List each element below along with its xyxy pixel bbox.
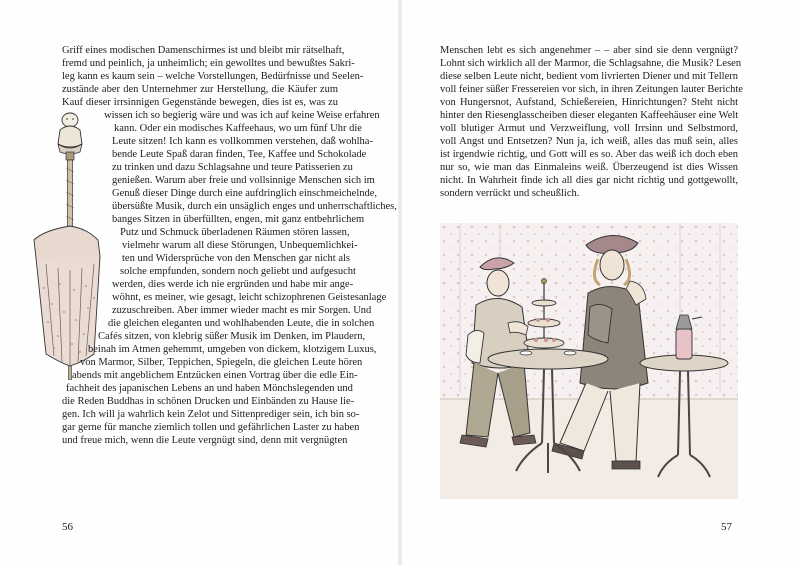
text-line: übersüßte Musik, durch ein unsäglich enges und unherrschaftliches, <box>112 201 397 212</box>
text-line: diese selben Leute nicht, bedient vom livrierten Diener und mit Tellern <box>440 71 738 82</box>
text-line: wöhnt, es meiner, wie gesagt, leicht schizophrenen Geistesanlage <box>112 292 387 303</box>
text-line: banges Sitzen in überfüllten, engen, mit ganz entbehrlichem <box>112 214 365 225</box>
text-line: vielmehr warum all diese Störungen, Unbequemlichkei- <box>122 240 358 251</box>
text-line: solche empfunden, sondern noch geliebt und aufgesucht <box>120 266 356 277</box>
umbrella-illustration <box>30 108 102 380</box>
cafe-scene-illustration <box>440 223 738 499</box>
text-line: die gleichen eleganten und wohlhabenden Leute, die in solchen <box>108 318 375 329</box>
text-line: die Reden Buddhas in schönen Drucken und Einbänden zu Hause lie- <box>62 396 355 407</box>
text-line: beinah im Atmen gehemmt, umgeben von dickem, klotzigem Luxus, <box>88 344 377 355</box>
text-line: voll feiner süßer Fressereien vor sich, in ihren Zeitungen lauter Berichte <box>440 84 743 95</box>
text-line: hinter den Riesenglasscheiben dieser eleganten Kaffeehäuser eine Welt <box>440 110 739 121</box>
text-line: zu trinken und dazu Schlagsahne und teure Patisserien zu <box>112 162 353 173</box>
text-line: voll Angst und Entsetzen? Nun ja, ich weiß, alles das muß sein, alles <box>440 136 738 147</box>
text-line: nur so, wie man das Einmaleins weiß. Überzeugend ist dies Wissen <box>440 162 738 173</box>
text-line: von Marmor, Silber, Teppichen, Spiegeln, die gleichen Leute hören <box>80 357 363 368</box>
text-line: voll blutiger Armut und Verzweiflung, voll Irrsinn und Selbstmord, <box>440 123 738 134</box>
text-line: ist irgendwie richtig, und Gott will es so. Aber das weiß ich doch eben <box>440 149 738 160</box>
text-line: Putz und Schmuck überladenen Räumen stören lassen, <box>120 227 350 238</box>
text-line: werden, dies werde ich nie ergründen und habe mir ange- <box>112 279 354 290</box>
text-line: gen. Ich will ja wahrlich kein Zelot und Sittenprediger sein, ich bin so- <box>62 409 360 420</box>
text-line: abends mit angeblichem Entzücken einen Vortrag über die edle Ein- <box>72 370 358 381</box>
text-line: zustände aber den Unternehmer zur Herstellung, die Käufer zum <box>62 84 338 95</box>
page-number-right: 57 <box>721 521 732 533</box>
text-line: Griff eines modischen Damenschirmes ist und bleibt mir rätselhaft, <box>62 45 345 56</box>
text-line: bende Leute Spaß daran finden, Tee, Kaffee und Schokolade <box>112 149 367 160</box>
text-line: Leute sitzen! Ich kann es vollkommen verstehen, daß wohlha- <box>112 136 373 147</box>
text-line: ten und Widersprüche von den Menschen gar nicht als <box>122 253 350 264</box>
text-line: und freue mich, wenn die Leute vergnügt sind, denn mit vergnügten <box>62 435 348 446</box>
text-line: Menschen lebt es sich angenehmer – – aber sind sie denn vergnügt? <box>440 45 738 56</box>
right-page <box>400 0 800 565</box>
text-line: Genuß dieser Dinge durch eine aufdringlich einschmeichelnde, <box>112 188 378 199</box>
text-line: wissen ich so begierig wäre und was ich auf keine Weise erfahren <box>104 110 380 121</box>
text-line: zuzuschreiben. Aber immer wieder macht es mir Sorgen. Und <box>112 305 372 316</box>
text-line: fremd und peinlich, ja unheimlich; ein gewolltes und bewußtes Sakri- <box>62 58 355 69</box>
page-number-left: 56 <box>62 521 73 533</box>
text-line: Lohnt sich wirklich all der Marmor, die Schlagsahne, die Musik? Lesen <box>440 58 742 69</box>
text-line: sondern verrückt und scheußlich. <box>440 188 580 199</box>
text-line: von Hungersnot, Aufstand, Schießereien, Hinrichtungen? Steht nicht <box>440 97 738 108</box>
text-line: kann. Oder ein modisches Kaffeehaus, wo um fünf Uhr die <box>114 123 362 134</box>
text-line: fachheit des japanischen Lebens an und haben Mönchslegenden und <box>66 383 353 394</box>
text-line: nicht. In Wahrheit finde ich all dies gar nicht richtig und gottgewollt, <box>440 175 738 186</box>
text-line: gar gerne für manche ziemlich tollen und gefährlichen Laster zu haben <box>62 422 360 433</box>
text-line: leg kann es kaum sein – welche Vorstellungen, Bedürfnisse und Seelen- <box>62 71 364 82</box>
text-line: Cafés sitzen, von klebrig süßer Musik im Denken, im Plaudern, <box>98 331 366 342</box>
text-line: genießen. Warum aber freie und vollsinnige Menschen sich im <box>112 175 375 186</box>
text-line: Kauf dieser irrsinnigen Gegenstände bewegen, dies ist es, was zu <box>62 97 338 108</box>
